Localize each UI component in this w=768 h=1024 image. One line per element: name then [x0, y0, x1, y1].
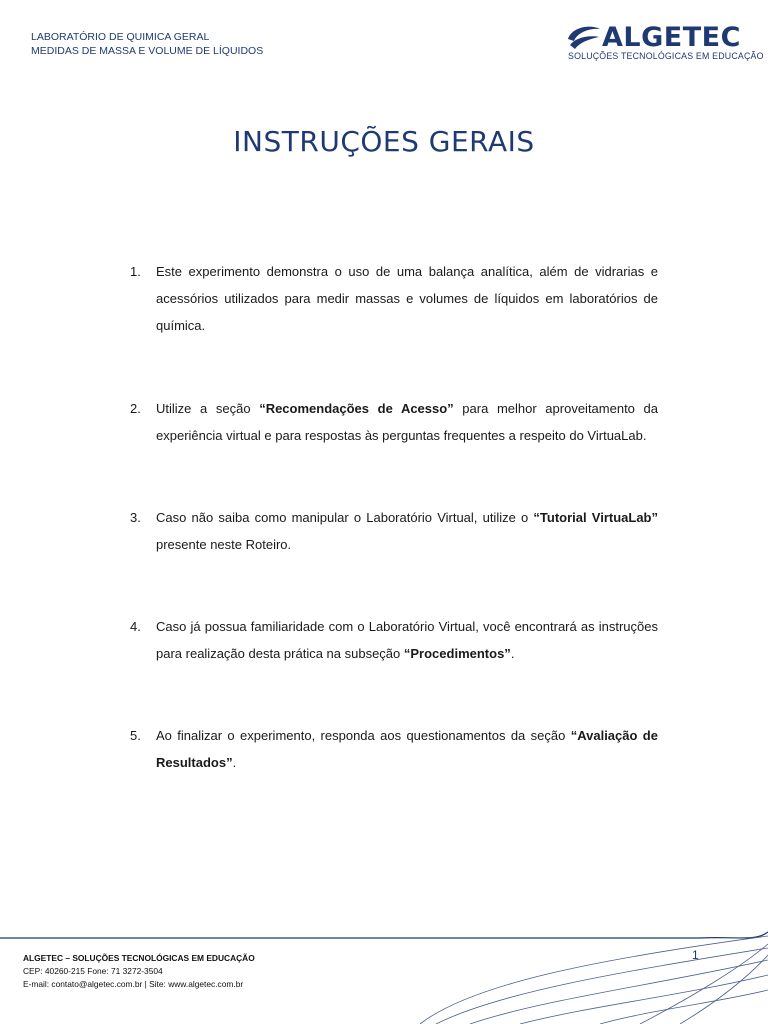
- instruction-text: presente neste Roteiro.: [156, 537, 292, 552]
- instruction-section-reference: “Procedimentos”: [403, 646, 511, 661]
- instruction-number: 2.: [130, 401, 141, 416]
- instruction-text: .: [510, 646, 515, 661]
- instruction-number: 1.: [130, 264, 141, 279]
- logo-tagline: SOLUÇÕES TECNOLÓGICAS EM EDUCAÇÃO: [568, 51, 764, 61]
- instruction-section-reference: “Recomendações de Acesso”: [259, 401, 454, 416]
- header-course-title: LABORATÓRIO DE QUIMICA GERAL: [31, 31, 210, 43]
- footer-company: ALGETEC – SOLUÇÕES TECNOLÓGICAS EM EDUCAÇÃO: [23, 953, 255, 963]
- header-experiment-title: MEDIDAS DE MASSA E VOLUME DE LÍQUIDOS: [31, 45, 264, 57]
- instruction-number: 5.: [130, 728, 141, 743]
- instruction-text: Caso já possua familiaridade com o Laboratório Virtual, você encontrará as instruções para realização desta prática na subseção: [156, 619, 658, 661]
- instruction-text: Ao finalizar o experimento, responda aos questionamentos da seção: [156, 728, 571, 743]
- instruction-text: Caso não saiba como manipular o Laboratório Virtual, utilize o: [156, 510, 534, 525]
- instruction-section-reference: “Tutorial VirtuaLab”: [533, 510, 658, 525]
- instruction-text: para melhor aproveitamento da experiência virtual e para respostas às perguntas frequentes a respeito do VirtuaLab.: [156, 401, 658, 443]
- instruction-number: 4.: [130, 619, 141, 634]
- footer-address: CEP: 40260-215 Fone: 71 3272-3504: [23, 966, 163, 976]
- footer-contact-block: [23, 952, 255, 991]
- instruction-section-reference: “Avaliação de Resultados”: [156, 728, 658, 770]
- instruction-text: .: [232, 755, 237, 770]
- logo-wordmark: ALGETEC: [602, 22, 741, 53]
- instruction-text: Este experimento demonstra o uso de uma balança analítica, além de vidrarias e acessórios utilizados para medir massas e volumes de líquidos em laboratórios de química.: [156, 264, 658, 333]
- page-title: INSTRUÇÕES GERAIS: [233, 125, 535, 158]
- footer-contact: E-mail: contato@algetec.com.br | Site: www.algetec.com.br: [23, 979, 244, 989]
- instruction-text: Utilize a seção: [156, 401, 260, 416]
- page-number: 1: [692, 948, 699, 962]
- instruction-number: 3.: [130, 510, 141, 525]
